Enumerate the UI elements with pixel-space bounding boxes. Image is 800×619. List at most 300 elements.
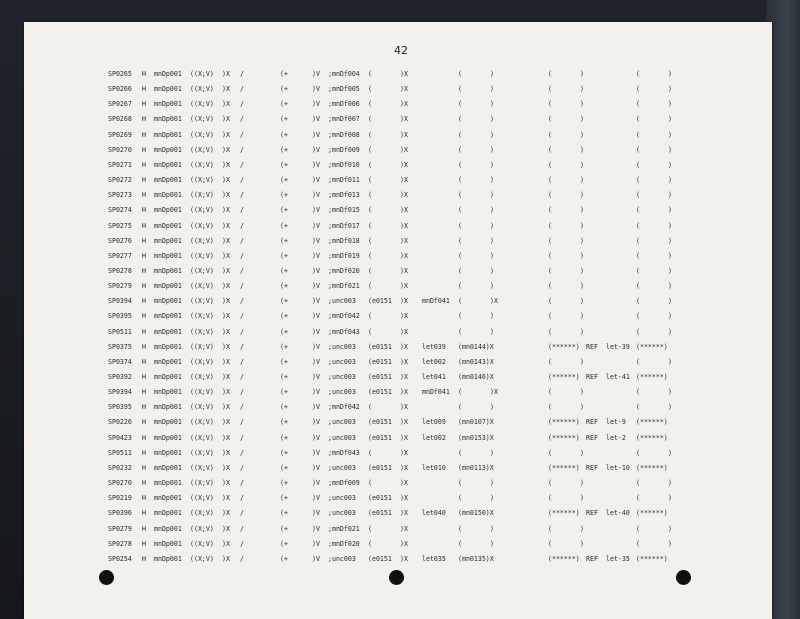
field-op2: (e0151 xyxy=(368,554,392,563)
field-let: let010 xyxy=(422,463,446,472)
field-x1: )X xyxy=(222,327,230,336)
field-x1: )X xyxy=(222,160,230,169)
punch-hole-right xyxy=(676,570,691,585)
field-xv: ((X;V) xyxy=(190,418,214,427)
field-x1: )X xyxy=(222,479,230,488)
field-sl: / xyxy=(240,342,244,351)
field-id: SP0395 xyxy=(108,403,132,412)
field-ast: ( xyxy=(548,115,552,124)
field-x2: )X xyxy=(400,266,408,275)
field-v: )V xyxy=(312,418,320,427)
field-ast: ( xyxy=(548,266,552,275)
field-x1: )X xyxy=(222,176,230,185)
field-x1: )X xyxy=(222,403,230,412)
field-cp5: ) xyxy=(668,357,672,366)
field-mn2: (mn0153)X xyxy=(458,433,494,442)
field-cp3: ) xyxy=(490,145,494,154)
record-row xyxy=(0,401,800,413)
record-row xyxy=(0,386,800,398)
field-cp5: ) xyxy=(668,494,672,503)
field-op2: ( xyxy=(368,282,372,291)
field-x1: )X xyxy=(222,312,230,321)
field-ref: ;unc003 xyxy=(328,388,356,397)
field-xv: ((X;V) xyxy=(190,554,214,563)
field-sl: / xyxy=(240,357,244,366)
field-mn2: ( xyxy=(458,206,462,215)
field-v: )V xyxy=(312,100,320,109)
field-op5: ( xyxy=(636,266,640,275)
field-h: H xyxy=(142,554,146,563)
field-id: SP0266 xyxy=(108,85,132,94)
field-xv: ((X;V) xyxy=(190,509,214,518)
field-cp3: )X xyxy=(490,388,498,397)
field-op5: ( xyxy=(636,191,640,200)
field-mn: mnDp001 xyxy=(154,251,182,260)
field-sl: / xyxy=(240,373,244,381)
field-sl: / xyxy=(240,509,244,518)
field-xv: ((X;V) xyxy=(190,85,214,94)
field-h: H xyxy=(142,418,146,427)
field-cp4: ) xyxy=(580,297,584,306)
field-ref: ;mnDf042 xyxy=(328,312,360,321)
field-word: REF xyxy=(586,373,598,381)
field-v: )V xyxy=(312,145,320,154)
field-mn: mnDp001 xyxy=(154,115,182,124)
field-h: H xyxy=(142,191,146,200)
field-mn: mnDp001 xyxy=(154,85,182,94)
field-cp5: ) xyxy=(668,206,672,215)
field-x1: )X xyxy=(222,282,230,291)
field-op5: ( xyxy=(636,115,640,124)
field-x2: )X xyxy=(400,342,408,351)
field-sl: / xyxy=(240,251,244,260)
record-row xyxy=(0,553,800,565)
field-op5: ( xyxy=(636,357,640,366)
field-let: let009 xyxy=(422,418,446,427)
record-row xyxy=(0,310,800,322)
field-ast: (******) xyxy=(548,418,580,427)
record-row xyxy=(0,68,800,80)
field-mn: mnDp001 xyxy=(154,297,182,306)
field-plus: (+ xyxy=(280,297,288,306)
field-x2: )X xyxy=(400,463,408,472)
field-x2: )X xyxy=(400,539,408,548)
field-id: SP0269 xyxy=(108,130,132,139)
field-cp5: ) xyxy=(668,448,672,457)
field-cp5: ) xyxy=(668,403,672,412)
field-x2: )X xyxy=(400,327,408,336)
field-h: H xyxy=(142,327,146,336)
record-row xyxy=(0,189,800,201)
field-op5: ( xyxy=(636,539,640,548)
record-row xyxy=(0,341,800,353)
field-ast: ( xyxy=(548,70,552,78)
field-h: H xyxy=(142,100,146,109)
field-let: let002 xyxy=(422,433,446,442)
field-ref: ;unc003 xyxy=(328,433,356,442)
field-cp4: ) xyxy=(580,282,584,291)
field-ast: ( xyxy=(548,160,552,169)
field-x2: )X xyxy=(400,357,408,366)
field-x2: )X xyxy=(400,206,408,215)
field-op2: ( xyxy=(368,448,372,457)
field-cp5: ) xyxy=(668,539,672,548)
field-cp4: ) xyxy=(580,221,584,230)
field-v: )V xyxy=(312,357,320,366)
field-mn: mnDp001 xyxy=(154,70,182,78)
field-ref: ;unc003 xyxy=(328,342,356,351)
field-v: )V xyxy=(312,191,320,200)
field-plus: (+ xyxy=(280,448,288,457)
field-id: SP0395 xyxy=(108,312,132,321)
field-h: H xyxy=(142,312,146,321)
field-ref: ;unc003 xyxy=(328,554,356,563)
field-xv: ((X;V) xyxy=(190,373,214,381)
field-v: )V xyxy=(312,312,320,321)
field-mn: mnDp001 xyxy=(154,221,182,230)
field-id: SP0265 xyxy=(108,70,132,78)
field-xv: ((X;V) xyxy=(190,327,214,336)
field-op5: (******) xyxy=(636,418,668,427)
field-x1: )X xyxy=(222,145,230,154)
field-op2: (e0151 xyxy=(368,494,392,503)
field-mn2: ( xyxy=(458,130,462,139)
record-row xyxy=(0,174,800,186)
field-op2: ( xyxy=(368,115,372,124)
field-x1: )X xyxy=(222,494,230,503)
field-ref: ;unc003 xyxy=(328,373,356,381)
field-id: SP0271 xyxy=(108,160,132,169)
field-xv: ((X;V) xyxy=(190,282,214,291)
field-op2: ( xyxy=(368,176,372,185)
field-sl: / xyxy=(240,418,244,427)
field-x1: )X xyxy=(222,509,230,518)
field-x2: )X xyxy=(400,176,408,185)
field-rno: let-40 xyxy=(606,509,630,518)
field-id: SP0374 xyxy=(108,357,132,366)
field-id: SP0394 xyxy=(108,297,132,306)
field-x1: )X xyxy=(222,70,230,78)
field-v: )V xyxy=(312,266,320,275)
field-op5: ( xyxy=(636,236,640,245)
field-op2: ( xyxy=(368,221,372,230)
field-mn2: (mn0135)X xyxy=(458,554,494,563)
field-sl: / xyxy=(240,176,244,185)
field-x2: )X xyxy=(400,509,408,518)
field-ref: ;mnDf015 xyxy=(328,206,360,215)
field-xv: ((X;V) xyxy=(190,403,214,412)
field-ast: ( xyxy=(548,85,552,94)
field-id: SP0268 xyxy=(108,115,132,124)
field-ref: ;mnDf010 xyxy=(328,160,360,169)
field-mn2: ( xyxy=(458,448,462,457)
field-ast: ( xyxy=(548,100,552,109)
field-cp4: ) xyxy=(580,448,584,457)
field-sl: / xyxy=(240,100,244,109)
field-mn: mnDp001 xyxy=(154,509,182,518)
field-cp5: ) xyxy=(668,388,672,397)
field-plus: (+ xyxy=(280,524,288,533)
field-op5: ( xyxy=(636,282,640,291)
field-cp5: ) xyxy=(668,312,672,321)
field-mn2: ( xyxy=(458,388,462,397)
field-cp3: ) xyxy=(490,479,494,488)
field-cp3: ) xyxy=(490,115,494,124)
field-x1: )X xyxy=(222,221,230,230)
field-mn: mnDp001 xyxy=(154,479,182,488)
field-v: )V xyxy=(312,373,320,381)
field-x2: )X xyxy=(400,524,408,533)
field-h: H xyxy=(142,494,146,503)
field-cp3: ) xyxy=(490,539,494,548)
record-row xyxy=(0,250,800,262)
field-cp5: ) xyxy=(668,251,672,260)
field-h: H xyxy=(142,115,146,124)
field-ast: ( xyxy=(548,494,552,503)
punch-hole-left xyxy=(99,570,114,585)
field-x2: )X xyxy=(400,448,408,457)
field-sl: / xyxy=(240,327,244,336)
field-plus: (+ xyxy=(280,191,288,200)
field-mn2: ( xyxy=(458,115,462,124)
field-x1: )X xyxy=(222,448,230,457)
field-h: H xyxy=(142,145,146,154)
field-mn: mnDp001 xyxy=(154,206,182,215)
field-mn2: ( xyxy=(458,251,462,260)
field-mn: mnDp001 xyxy=(154,100,182,109)
field-ref: ;mnDf020 xyxy=(328,539,360,548)
field-sl: / xyxy=(240,70,244,78)
field-sl: / xyxy=(240,403,244,412)
field-op5: (******) xyxy=(636,554,668,563)
field-op2: (e0151 xyxy=(368,388,392,397)
field-ast: ( xyxy=(548,312,552,321)
field-x1: )X xyxy=(222,100,230,109)
field-mn: mnDp001 xyxy=(154,160,182,169)
field-cp4: ) xyxy=(580,100,584,109)
page-number: 42 xyxy=(394,44,408,57)
field-xv: ((X;V) xyxy=(190,221,214,230)
field-cp3: ) xyxy=(490,282,494,291)
field-op5: ( xyxy=(636,100,640,109)
field-h: H xyxy=(142,539,146,548)
field-sl: / xyxy=(240,433,244,442)
field-op5: ( xyxy=(636,448,640,457)
field-word: REF xyxy=(586,418,598,427)
field-cp5: ) xyxy=(668,85,672,94)
field-cp4: ) xyxy=(580,388,584,397)
field-h: H xyxy=(142,448,146,457)
field-id: SP0392 xyxy=(108,373,132,381)
field-xv: ((X;V) xyxy=(190,479,214,488)
field-plus: (+ xyxy=(280,85,288,94)
field-mn2: (mn0107)X xyxy=(458,418,494,427)
field-cp4: ) xyxy=(580,160,584,169)
field-v: )V xyxy=(312,479,320,488)
field-ast: (******) xyxy=(548,463,580,472)
field-x2: )X xyxy=(400,494,408,503)
record-row xyxy=(0,295,800,307)
field-mn2: (mn0150)X xyxy=(458,509,494,518)
field-cp4: ) xyxy=(580,70,584,78)
field-v: )V xyxy=(312,509,320,518)
record-row xyxy=(0,129,800,141)
field-op2: ( xyxy=(368,539,372,548)
field-cp3: ) xyxy=(490,191,494,200)
field-xv: ((X;V) xyxy=(190,463,214,472)
field-ref: ;mnDf007 xyxy=(328,115,360,124)
field-id: SP0396 xyxy=(108,509,132,518)
field-cp4: ) xyxy=(580,403,584,412)
field-op5: ( xyxy=(636,70,640,78)
field-ast: ( xyxy=(548,539,552,548)
field-xv: ((X;V) xyxy=(190,130,214,139)
punch-hole-center xyxy=(389,570,404,585)
field-mn2: ( xyxy=(458,312,462,321)
record-row xyxy=(0,159,800,171)
field-x1: )X xyxy=(222,357,230,366)
field-xv: ((X;V) xyxy=(190,100,214,109)
record-row xyxy=(0,220,800,232)
field-id: SP0277 xyxy=(108,251,132,260)
field-ref: ;mnDf017 xyxy=(328,221,360,230)
field-h: H xyxy=(142,342,146,351)
field-x2: )X xyxy=(400,251,408,260)
field-cp4: ) xyxy=(580,206,584,215)
field-op5: ( xyxy=(636,176,640,185)
field-h: H xyxy=(142,221,146,230)
field-let: mnDf041 xyxy=(422,297,450,306)
field-word: REF xyxy=(586,342,598,351)
field-id: SP0511 xyxy=(108,327,132,336)
field-h: H xyxy=(142,388,146,397)
field-ast: ( xyxy=(548,448,552,457)
field-sl: / xyxy=(240,115,244,124)
field-cp3: ) xyxy=(490,221,494,230)
field-x2: )X xyxy=(400,554,408,563)
field-op5: (******) xyxy=(636,373,668,381)
field-x1: )X xyxy=(222,236,230,245)
field-mn2: ( xyxy=(458,524,462,533)
field-v: )V xyxy=(312,236,320,245)
field-v: )V xyxy=(312,554,320,563)
field-cp3: ) xyxy=(490,403,494,412)
field-ref: ;unc003 xyxy=(328,297,356,306)
field-op2: (e0151 xyxy=(368,418,392,427)
field-op2: ( xyxy=(368,327,372,336)
field-plus: (+ xyxy=(280,115,288,124)
field-ast: ( xyxy=(548,357,552,366)
field-op2: (e0151 xyxy=(368,297,392,306)
field-cp5: ) xyxy=(668,70,672,78)
field-op2: ( xyxy=(368,403,372,412)
field-x2: )X xyxy=(400,433,408,442)
field-mn: mnDp001 xyxy=(154,312,182,321)
field-op2: ( xyxy=(368,524,372,533)
field-xv: ((X;V) xyxy=(190,494,214,503)
field-xv: ((X;V) xyxy=(190,266,214,275)
field-h: H xyxy=(142,160,146,169)
record-row xyxy=(0,371,800,383)
field-sl: / xyxy=(240,266,244,275)
field-id: SP0232 xyxy=(108,463,132,472)
field-id: SP0275 xyxy=(108,221,132,230)
field-h: H xyxy=(142,70,146,78)
field-op2: (e0151 xyxy=(368,357,392,366)
field-mn2: ( xyxy=(458,70,462,78)
field-plus: (+ xyxy=(280,236,288,245)
field-id: SP0226 xyxy=(108,418,132,427)
field-v: )V xyxy=(312,297,320,306)
field-mn: mnDp001 xyxy=(154,373,182,381)
field-sl: / xyxy=(240,448,244,457)
field-ref: ;unc003 xyxy=(328,357,356,366)
field-plus: (+ xyxy=(280,282,288,291)
field-xv: ((X;V) xyxy=(190,342,214,351)
field-plus: (+ xyxy=(280,494,288,503)
record-row xyxy=(0,326,800,338)
field-mn2: ( xyxy=(458,100,462,109)
field-ast: ( xyxy=(548,130,552,139)
field-op5: ( xyxy=(636,251,640,260)
field-id: SP0267 xyxy=(108,100,132,109)
field-cp4: ) xyxy=(580,494,584,503)
field-v: )V xyxy=(312,282,320,291)
field-mn: mnDp001 xyxy=(154,130,182,139)
field-ref: ;mnDf043 xyxy=(328,327,360,336)
field-cp4: ) xyxy=(580,236,584,245)
field-rno: let-39 xyxy=(606,342,630,351)
field-x2: )X xyxy=(400,312,408,321)
field-ast: ( xyxy=(548,251,552,260)
field-rno: let-41 xyxy=(606,373,630,381)
field-h: H xyxy=(142,373,146,381)
field-x1: )X xyxy=(222,266,230,275)
field-x2: )X xyxy=(400,297,408,306)
field-v: )V xyxy=(312,115,320,124)
field-mn2: ( xyxy=(458,176,462,185)
field-rno: let-2 xyxy=(606,433,626,442)
field-x2: )X xyxy=(400,191,408,200)
field-x2: )X xyxy=(400,85,408,94)
field-ref: ;unc003 xyxy=(328,494,356,503)
field-op5: ( xyxy=(636,494,640,503)
field-mn: mnDp001 xyxy=(154,494,182,503)
field-id: SP0274 xyxy=(108,206,132,215)
field-mn2: ( xyxy=(458,479,462,488)
field-ref: ;mnDf009 xyxy=(328,479,360,488)
field-cp4: ) xyxy=(580,85,584,94)
field-v: )V xyxy=(312,130,320,139)
field-x1: )X xyxy=(222,115,230,124)
field-cp5: ) xyxy=(668,100,672,109)
field-x2: )X xyxy=(400,115,408,124)
field-plus: (+ xyxy=(280,266,288,275)
field-id: SP0423 xyxy=(108,433,132,442)
record-row xyxy=(0,113,800,125)
field-mn2: ( xyxy=(458,297,462,306)
field-ast: (******) xyxy=(548,433,580,442)
field-op5: ( xyxy=(636,145,640,154)
field-plus: (+ xyxy=(280,130,288,139)
field-op2: ( xyxy=(368,251,372,260)
field-mn2: ( xyxy=(458,266,462,275)
field-x2: )X xyxy=(400,373,408,381)
field-ast: (******) xyxy=(548,554,580,563)
field-plus: (+ xyxy=(280,539,288,548)
field-id: SP0394 xyxy=(108,388,132,397)
field-mn: mnDp001 xyxy=(154,403,182,412)
